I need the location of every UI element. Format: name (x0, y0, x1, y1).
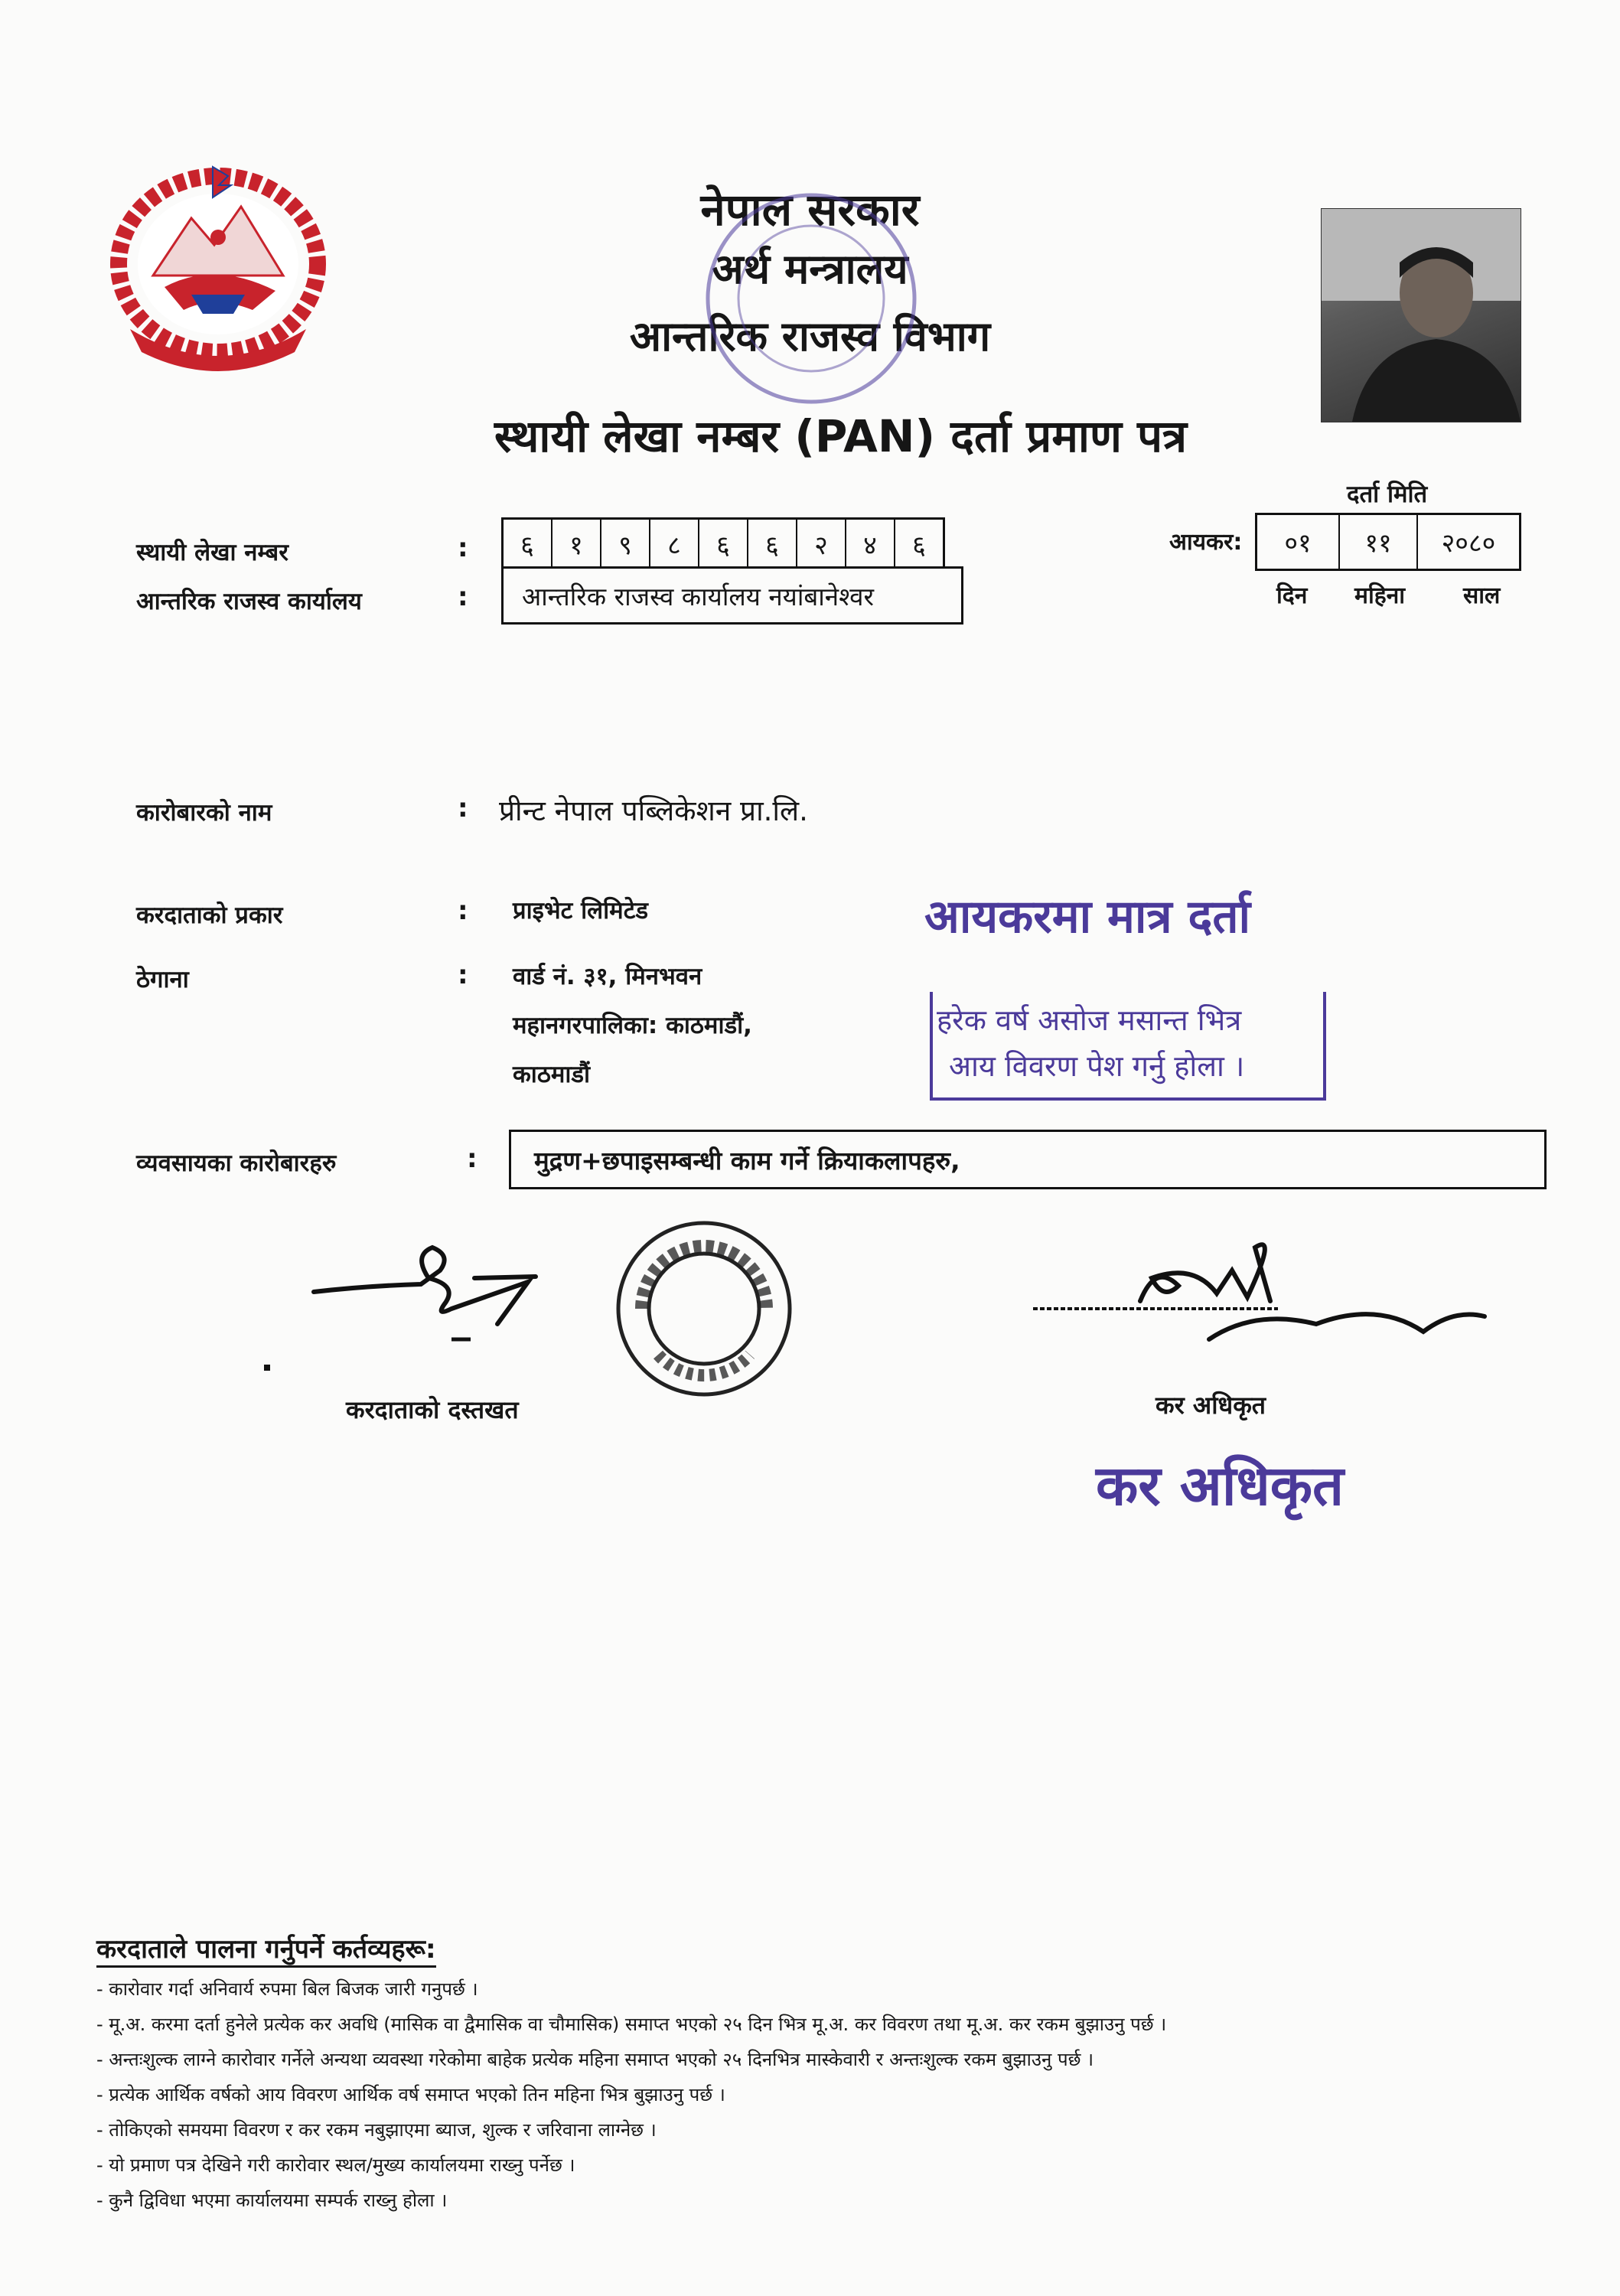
business-name-value: प्रीन्ट नेपाल पब्लिकेशन प्रा.लि. (499, 794, 808, 827)
duty-item: - प्रत्येक आर्थिक वर्षको आय विवरण आर्थिक वर्ष समाप्त भएको तिन महिना भित्र बुझाउनु पर्छ । (96, 2084, 725, 2105)
header-ministry: अर्थ मन्त्रालय (712, 245, 908, 293)
duties-title: करदाताले पालना गर्नुपर्ने कर्तव्यहरू: (96, 1930, 436, 1968)
date-month: ११ (1340, 515, 1418, 569)
taxpayer-type-value: प्राइभेट लिमिटेड (513, 897, 648, 925)
duty-item: - तोकिएको समयमा विवरण र कर रकम नबुझाएमा ब्याज, शुल्क र जरिवाना लाग्नेछ । (96, 2119, 657, 2141)
duty-item: - कारोवार गर्दा अनिवार्य रुपमा बिल बिजक जारी गनुपर्छ । (96, 1978, 478, 2000)
office-label: आन्तरिक राजस्व कार्यालय (136, 588, 362, 615)
pan-digit: १ (552, 520, 601, 569)
pan-digit: ८ (650, 520, 699, 569)
dot-mark (264, 1365, 270, 1371)
registration-date-box (1255, 513, 1521, 571)
ird-seal (696, 184, 926, 413)
duty-item: - कुनै द्विविधा भएमा कार्यालयमा सम्पर्क राख्नु होला । (96, 2190, 448, 2211)
registration-date-label: दर्ता मिति (1347, 481, 1428, 508)
pan-digit: ६ (699, 520, 748, 569)
date-day-label: दिन (1276, 582, 1308, 609)
certificate-title: स्थायी लेखा नम्बर (PAN) दर्ता प्रमाण पत्र (494, 410, 1188, 462)
business-name-label: कारोबारको नाम (136, 799, 272, 827)
address-line-1: वार्ड नं. ३१, मिनभवन (513, 963, 702, 990)
pan-number-boxes (501, 517, 945, 569)
header-government: नेपाल सरकार (700, 184, 920, 236)
address-line-3: काठमाडौं (513, 1061, 591, 1088)
pan-colon: : (458, 533, 468, 563)
office-colon: : (458, 582, 468, 612)
duty-item: - यो प्रमाण पत्र देखिने गरी कारोवार स्थल/मुख्य कार्यालयमा राख्नु पर्नेछ । (96, 2154, 575, 2176)
notice-line-1: हरेक वर्ष असोज मसान्त भित्र (937, 1003, 1242, 1037)
officer-signature (1025, 1217, 1500, 1370)
date-year: २०८० (1441, 528, 1496, 559)
header-department: आन्तरिक राजस्व विभाग (629, 312, 991, 360)
taxpayer-signature-label: करदाताको दस्तखत (346, 1395, 519, 1424)
duties-list (96, 1971, 1550, 2218)
company-seal (612, 1217, 796, 1401)
pan-digit: २ (797, 520, 846, 569)
taxpayer-type-label: करदाताको प्रकार (136, 902, 283, 929)
business-activities-value: मुद्रण+छपाइसम्बन्धी काम गर्ने क्रियाकलापहरु, (509, 1130, 1547, 1189)
date-year-label: साल (1463, 582, 1501, 609)
business-activities-label: व्यवसायका कारोबारहरु (136, 1150, 337, 1177)
taxpayer-photo (1321, 208, 1521, 422)
date-month-label: महिना (1354, 582, 1406, 609)
tax-label: आयकर: (1169, 529, 1243, 556)
business-name-colon: : (458, 793, 468, 823)
officer-label: कर अधिकृत (1156, 1391, 1266, 1420)
duty-item: - अन्तःशुल्क लाग्ने कारोवार गर्नेले अन्यथा व्यवस्था गरेकोमा बाहेक प्रत्येक महिना समाप्त भएको २५ दिनभित्र मास्केवारी र अन्तःशुल्क रकम बुझाउनु पर्छ । (96, 2049, 1094, 2070)
notice-line-2: आय विवरण पेश गर्नु होला । (949, 1049, 1245, 1083)
income-tax-only-stamp: आयकरमा मात्र दर्ता (924, 890, 1251, 944)
taxpayer-signature (306, 1225, 582, 1347)
business-activities-colon: : (467, 1143, 478, 1174)
pan-digit: ४ (846, 520, 895, 569)
pan-digit: ६ (912, 530, 926, 561)
pan-label: स्थायी लेखा नम्बर (136, 539, 288, 566)
tax-officer-stamp: कर अधिकृत (1096, 1453, 1345, 1518)
office-value: आन्तरिक राजस्व कार्यालय नयांबानेश्वर (501, 566, 963, 625)
date-day: ०१ (1257, 515, 1340, 569)
pan-digit: ९ (601, 520, 650, 569)
pan-digit: ६ (748, 520, 797, 569)
address-line-2: महानगरपालिका: काठमाडौं, (513, 1012, 752, 1039)
taxpayer-type-colon: : (458, 895, 468, 926)
duty-item: - मू.अ. करमा दर्ता हुनेले प्रत्येक कर अवधि (मासिक वा द्वैमासिक वा चौमासिक) समाप्त भएको २५ दिन भित्र मू.अ. कर विवरण तथा मू.अ. कर रकम बुझाउनु पर्छ । (96, 2014, 1167, 2035)
pan-digit: ६ (504, 520, 552, 569)
address-colon: : (458, 960, 468, 990)
address-label: ठेगाना (136, 966, 189, 993)
